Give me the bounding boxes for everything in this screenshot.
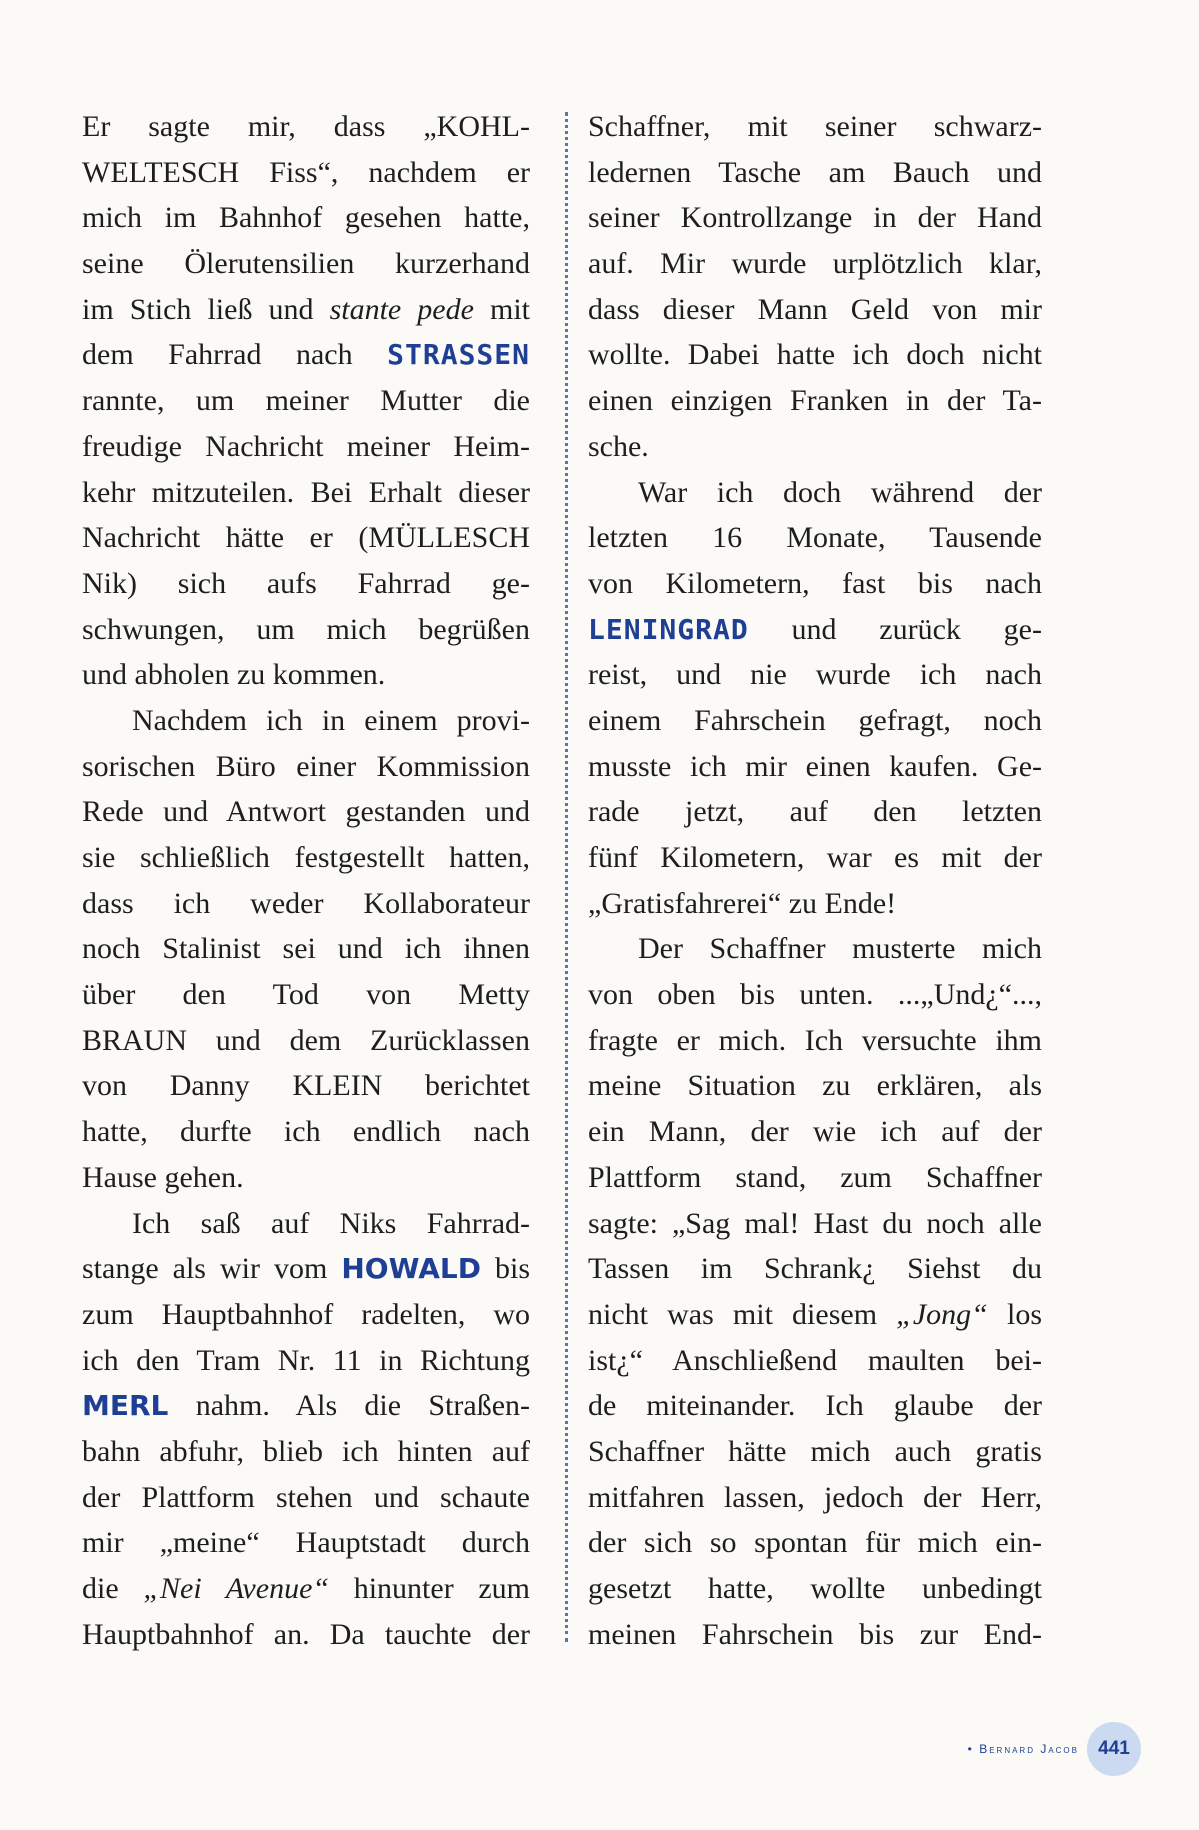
- text-line: WELTESCH Fiss“, nachdem er: [82, 155, 530, 189]
- text-line: Rede und Antwort gestanden und: [82, 795, 530, 829]
- text-line: einem Fahrschein gefragt, noch: [588, 703, 1042, 737]
- text-line: seine Ölerutensilien kurzerhand: [82, 247, 530, 281]
- place-name-highlight: MERL: [82, 1389, 169, 1423]
- text-line: Schaffner hätte mich auch gratis: [588, 1434, 1042, 1468]
- italic-phrase: „Jong“: [896, 1297, 988, 1331]
- text-line: zum Hauptbahnhof radelten, wo: [82, 1297, 530, 1331]
- text-line: de miteinander. Ich glaube der: [588, 1389, 1042, 1423]
- text-line: über den Tod von Metty: [82, 978, 530, 1012]
- text-line: LENINGRAD und zurück ge-: [588, 612, 1042, 646]
- left-column: [82, 104, 530, 1657]
- text-line: gesetzt hatte, wollte unbedingt: [588, 1572, 1042, 1605]
- text-line: Nachricht hätte er (MÜLLESCH: [82, 521, 530, 555]
- place-name-highlight: LENINGRAD: [588, 612, 749, 646]
- text-line: dem Fahrrad nach STRASSEN: [82, 338, 530, 372]
- text-line: noch Stalinist sei und ich ihnen: [82, 932, 530, 966]
- text-line: dass ich weder Kollaborateur: [82, 886, 530, 920]
- text-line: hatte, durfte ich endlich nach: [82, 1115, 530, 1149]
- text-line: Hauptbahnhof an. Da tauchte der: [82, 1617, 530, 1651]
- text-line: rannte, um meiner Mutter die: [82, 384, 530, 418]
- text-line: freudige Nachricht meiner Heim-: [82, 429, 530, 463]
- page-footer: [968, 1722, 1141, 1776]
- text-line: der sich so spontan für mich ein-: [588, 1526, 1042, 1560]
- text-line: sche.: [588, 429, 649, 463]
- text-line: meine Situation zu erklären, als: [588, 1069, 1042, 1103]
- text-line: Hause gehen.: [82, 1160, 244, 1194]
- text-line: dass dieser Mann Geld von mir: [588, 292, 1042, 326]
- text-line: letzten 16 Monate, Tausende: [588, 521, 1042, 555]
- text-line: Plattform stand, zum Schaffner: [588, 1160, 1042, 1194]
- italic-phrase: „Nei Avenue“: [143, 1572, 330, 1605]
- text-line: ledernen Tasche am Bauch und: [588, 155, 1042, 189]
- text-line: nicht was mit diesem „Jong“ los: [588, 1297, 1043, 1331]
- page-number: 441: [1087, 1722, 1141, 1776]
- text-line: wollte. Dabei hatte ich doch nicht: [588, 338, 1042, 372]
- text-line: mitfahren lassen, jedoch der Herr,: [588, 1480, 1042, 1514]
- text-line: rade jetzt, auf den letzten: [588, 795, 1042, 829]
- place-name-highlight: STRASSEN: [387, 338, 530, 372]
- text-line: stange als wir vom HOWALD bis: [82, 1252, 530, 1286]
- text-line: fünf Kilometern, war es mit der: [588, 841, 1042, 874]
- text-line: ist¿“ Anschließend maulten bei-: [588, 1343, 1042, 1377]
- right-column: [588, 104, 1042, 1657]
- text-line: reist, und nie wurde ich nach: [588, 658, 1042, 692]
- text-line: Der Schaffner musterte mich: [638, 932, 1042, 966]
- text-line: BRAUN und dem Zurücklassen: [82, 1023, 530, 1057]
- text-line: von Danny KLEIN berichtet: [82, 1069, 530, 1103]
- text-line: ein Mann, der wie ich auf der: [588, 1115, 1042, 1149]
- text-line: die „Nei Avenue“ hinunter zum: [82, 1572, 531, 1605]
- text-line: und abholen zu kommen.: [82, 658, 386, 692]
- text-line: Schaffner, mit seiner schwarz-: [588, 110, 1042, 143]
- text-line: Er sagte mir, dass „KOHL-: [82, 110, 530, 143]
- text-line: Ich saß auf Niks Fahrrad-: [132, 1206, 530, 1240]
- text-line: sie schließlich festgestellt hatten,: [82, 841, 530, 874]
- text-line: mich im Bahnhof gesehen hatte,: [82, 201, 530, 235]
- bullet-icon: •: [967, 1742, 974, 1756]
- text-line: im Stich ließ und stante pede mit: [82, 292, 531, 326]
- column-divider: [565, 112, 568, 1642]
- italic-phrase: stante pede: [329, 292, 474, 326]
- text-line: sorischen Büro einer Kommission: [82, 749, 530, 783]
- text-line: seiner Kontrollzange in der Hand: [588, 201, 1042, 235]
- text-line: schwungen, um mich begrüßen: [82, 612, 530, 646]
- text-line: von oben bis unten. ...„Und¿“...,: [588, 978, 1042, 1012]
- text-line: War ich doch während der: [638, 475, 1042, 509]
- place-name-highlight: HOWALD: [341, 1252, 481, 1286]
- text-line: der Plattform stehen und schaute: [82, 1480, 530, 1514]
- text-line: bahn abfuhr, blieb ich hinten auf: [82, 1434, 530, 1468]
- text-line: sagte: „Sag mal! Hast du noch alle: [588, 1206, 1042, 1240]
- text-line: fragte er mich. Ich versuchte ihm: [588, 1023, 1042, 1057]
- text-line: auf. Mir wurde urplötzlich klar,: [588, 247, 1042, 281]
- text-line: Nachdem ich in einem provi-: [132, 703, 530, 737]
- text-line: von Kilometern, fast bis nach: [588, 566, 1042, 600]
- text-line: Nik) sich aufs Fahrrad ge-: [82, 566, 530, 600]
- text-line: „Gratisfahrerei“ zu Ende!: [588, 886, 897, 920]
- text-line: MERL nahm. Als die Straßen-: [82, 1389, 530, 1423]
- text-line: mir „meine“ Hauptstadt durch: [82, 1526, 530, 1560]
- text-line: einen einzigen Franken in der Ta-: [588, 384, 1042, 418]
- text-line: ich den Tram Nr. 11 in Richtung: [82, 1343, 530, 1377]
- text-line: Tassen im Schrank¿ Siehst du: [588, 1252, 1042, 1286]
- text-line: kehr mitzuteilen. Bei Erhalt dieser: [82, 475, 530, 509]
- text-line: musste ich mir einen kaufen. Ge-: [588, 749, 1042, 783]
- author-name: • Bernard Jacob: [967, 1742, 1079, 1756]
- text-line: meinen Fahrschein bis zur End-: [588, 1617, 1042, 1651]
